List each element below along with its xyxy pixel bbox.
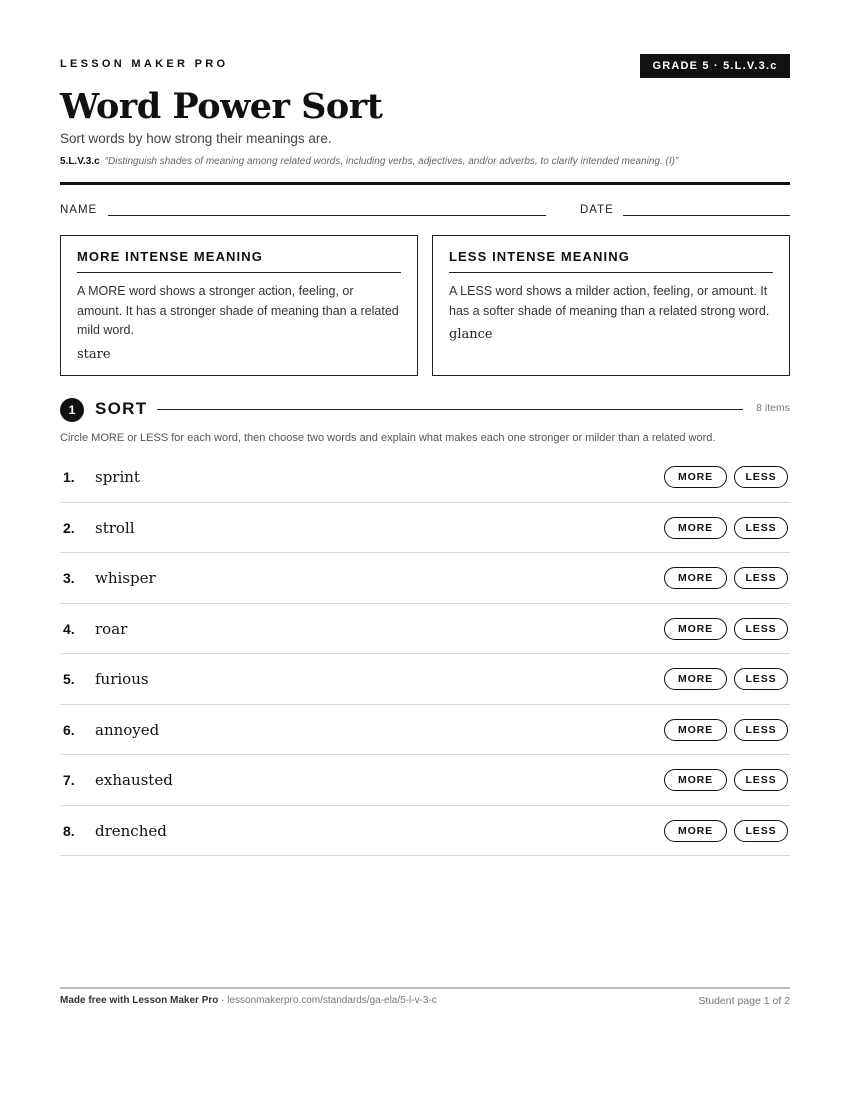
card-description: A LESS word shows a milder action, feeling, or amount. It has a softer shade of meaning than a related strong word.	[449, 284, 770, 318]
section-divider	[157, 409, 743, 410]
list-item	[60, 755, 790, 806]
card-title: LESS INTENSE MEANING	[449, 249, 773, 273]
card-example-word: glance	[449, 327, 493, 342]
standard-text: “Distinguish shades of meaning among related words, including verbs, adjectives, and/or adverbs, to clarify intended meaning. (I)”	[104, 156, 679, 167]
section-number-badge: 1	[60, 398, 84, 422]
less-choice-button[interactable]: LESS	[734, 769, 788, 791]
name-field[interactable]	[108, 215, 546, 216]
page-title: Word Power Sort	[60, 86, 383, 127]
item-word: annoyed	[95, 720, 160, 739]
grade-badge: GRADE 5 · 5.L.V.3.c	[640, 54, 790, 78]
date-label: DATE	[580, 204, 614, 216]
more-choice-button[interactable]: MORE	[664, 769, 727, 791]
more-choice-button[interactable]: MORE	[664, 517, 727, 539]
less-intense-card	[432, 235, 790, 376]
item-word: furious	[95, 670, 149, 688]
list-item	[60, 503, 790, 554]
list-item	[60, 553, 790, 604]
section-header	[60, 397, 790, 421]
list-item	[60, 452, 790, 503]
less-choice-button[interactable]: LESS	[734, 567, 788, 589]
less-choice-button[interactable]: LESS	[734, 668, 788, 690]
less-choice-button[interactable]: LESS	[734, 820, 788, 842]
footer-made-with: Made free with Lesson Maker Pro	[60, 995, 219, 1006]
less-choice-button[interactable]: LESS	[734, 719, 788, 741]
brand-name: LESSON MAKER PRO	[60, 58, 229, 70]
more-intense-card	[60, 235, 418, 376]
section-title: SORT	[95, 399, 148, 418]
item-word: roar	[95, 619, 128, 638]
item-number: 5.	[63, 671, 75, 687]
item-word: stroll	[95, 518, 135, 537]
item-word: exhausted	[95, 771, 173, 789]
standard-line	[60, 156, 678, 167]
item-number: 8.	[63, 822, 75, 839]
more-choice-button[interactable]: MORE	[664, 719, 727, 741]
section-instructions: Circle MORE or LESS for each word, then choose two words and explain what makes each one stronger or milder than a related word.	[60, 432, 716, 444]
list-item	[60, 705, 790, 756]
page-subtitle: Sort words by how strong their meanings are.	[60, 131, 332, 146]
less-choice-button[interactable]: LESS	[734, 466, 788, 488]
more-choice-button[interactable]: MORE	[664, 466, 727, 488]
word-list	[60, 452, 790, 856]
item-number: 2.	[63, 519, 75, 536]
card-example-word: stare	[77, 346, 111, 362]
more-choice-button[interactable]: MORE	[664, 567, 727, 589]
item-word: whisper	[95, 569, 156, 587]
footer-url[interactable]: · lessonmakerpro.com/standards/ga-ela/5-l-v-3-c	[218, 995, 437, 1006]
item-count: 8 items	[756, 402, 790, 414]
list-item	[60, 604, 790, 655]
more-choice-button[interactable]: MORE	[664, 668, 727, 690]
item-number: 4.	[63, 620, 75, 637]
more-choice-button[interactable]: MORE	[664, 820, 727, 842]
card-title: MORE INTENSE MEANING	[77, 249, 401, 273]
standard-code: 5.L.V.3.c	[60, 156, 100, 167]
footer-divider	[60, 987, 790, 989]
less-choice-button[interactable]: LESS	[734, 618, 788, 640]
less-choice-button[interactable]: LESS	[734, 517, 788, 539]
item-number: 3.	[63, 570, 75, 586]
item-number: 7.	[63, 772, 75, 788]
date-field[interactable]	[623, 215, 790, 216]
card-description: A MORE word shows a stronger action, feeling, or amount. It has a stronger shade of meaning than a related mild word.	[77, 284, 399, 337]
page-indicator: Student page 1 of 2	[698, 995, 790, 1007]
list-item	[60, 806, 790, 857]
header-divider	[60, 182, 790, 185]
name-date-row	[60, 204, 790, 220]
item-word: drenched	[95, 821, 167, 840]
item-word: sprint	[95, 468, 140, 486]
worksheet-page	[60, 0, 790, 1100]
footer-credit	[60, 995, 437, 1006]
name-label: NAME	[60, 204, 98, 216]
list-item	[60, 654, 790, 705]
item-number: 1.	[63, 469, 75, 485]
item-number: 6.	[63, 721, 75, 738]
more-choice-button[interactable]: MORE	[664, 618, 727, 640]
